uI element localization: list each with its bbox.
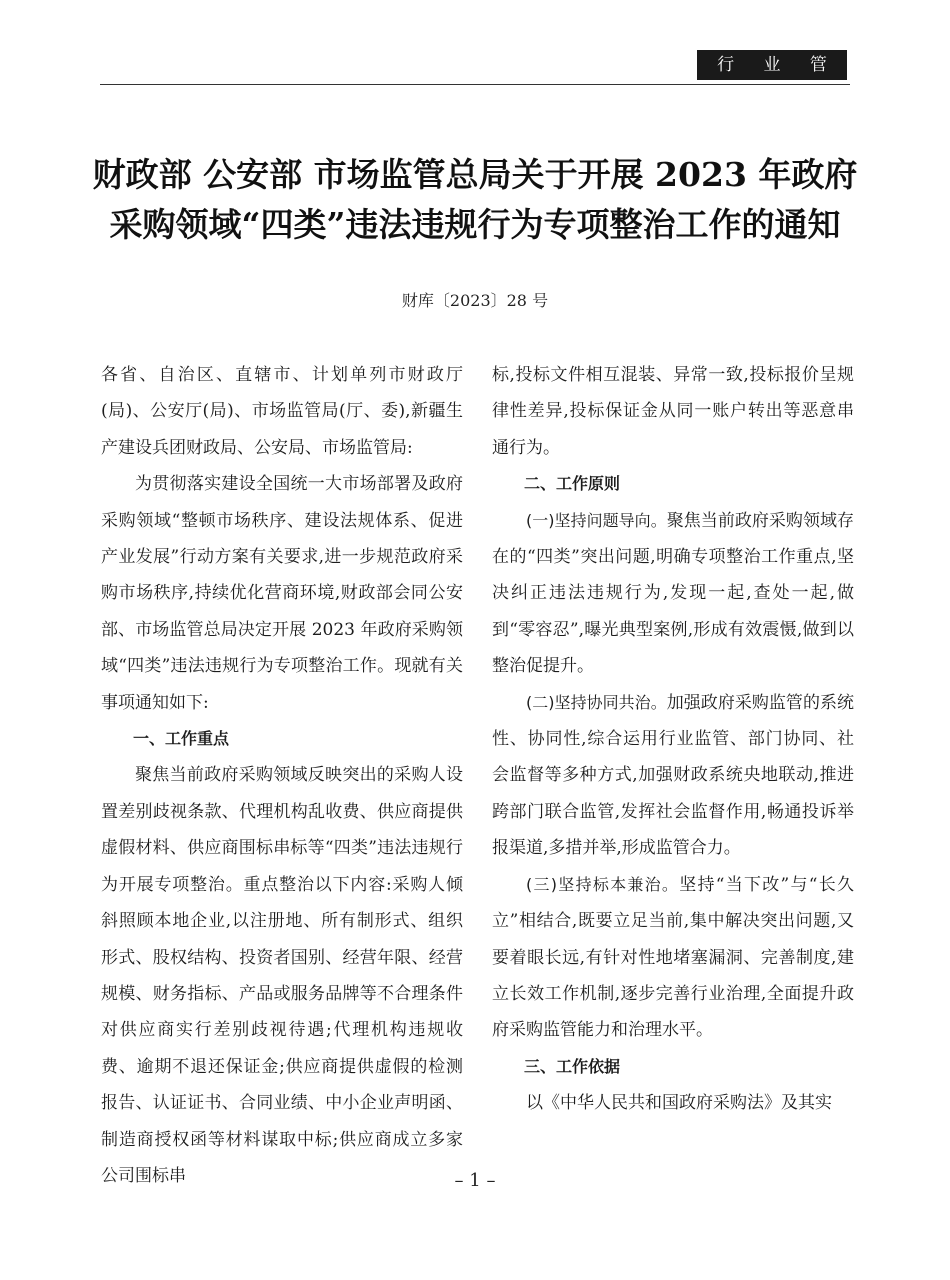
left-column <box>101 357 463 1194</box>
intro-paragraph: 为贯彻落实建设全国统一大市场部署及政府采购领域“整顿市场秩序、建设法规体系、促进产业发展”行动方案有关要求,进一步规范政府采购市场秩序,持续优化营商环境,财政部会同公安部、市场监管总局决定开展 2023 年政府采购领域“四类”违法违规行为专项整治工作。现就有关事项通知如下: <box>101 474 463 713</box>
page-number: – 1 – <box>454 1170 496 1191</box>
principle-3-label: (三)坚持标本兼治。 <box>526 874 680 894</box>
principle-1 <box>492 503 854 685</box>
title-line-1: 财政部 公安部 市场监管总局关于开展 2023 年政府 <box>92 155 858 194</box>
addressees: 各省、自治区、直辖市、计划单列市财政厅(局)、公安厅(局)、市场监管局(厅、委),新疆生产建设兵团财政局、公安局、市场监管局: <box>101 365 463 458</box>
principle-1-body: 聚焦当前政府采购领域存在的“四类”突出问题,明确专项整治工作重点,坚决纠正违法违规行为,发现一起,查处一起,做到“零容忍”,曝光典型案例,形成有效震慑,做到以整治促提升。 <box>492 510 854 677</box>
section-2-heading: 二、工作原则 <box>524 474 621 494</box>
continuation-paragraph: 标,投标文件相互混装、异常一致,投标报价呈规律性差异,投标保证金从同一账户转出等恶意串通行为。 <box>492 365 854 458</box>
document-number: 财库〔2023〕28 号 <box>401 291 549 310</box>
section-3-heading: 三、工作依据 <box>524 1056 621 1076</box>
principle-2 <box>492 685 854 867</box>
section-tag: 行 业 管 理 <box>697 50 847 80</box>
principle-2-label: (二)坚持协同共治。 <box>526 692 667 712</box>
section-1-body: 聚焦当前政府采购领域反映突出的采购人设置差别歧视条款、代理机构乱收费、供应商提供虚假材料、供应商围标串标等“四类”违法违规行为开展专项整治。重点整治以下内容:采购人倾斜照顾本地企业,以注册地、所有制形式、组织形式、股权结构、投资者国别、经营年限、经营规模、财务指标、产品或服务品牌等不合理条件对供应商实行差别歧视待遇;代理机构违规收费、逾期不退还保证金;供应商提供虚假的检测报告、认证证书、合同业绩、中小企业声明函、制造商授权函等材料谋取中标;供应商成立多家公司围标串 <box>101 765 463 1186</box>
principle-3 <box>492 867 854 1049</box>
right-column <box>492 357 854 1122</box>
principle-1-label: (一)坚持问题导向。 <box>526 510 667 530</box>
section-1-heading: 一、工作重点 <box>133 729 230 749</box>
principle-3-body: 坚持“当下改”与“长久立”相结合,既要立足当前,集中解决突出问题,又要着眼长远,有针对性地堵塞漏洞、完善制度,建立长效工作机制,逐步完善行业治理,全面提升政府采购监管能力和治理水平。 <box>492 874 854 1041</box>
principle-2-body: 加强政府采购监管的系统性、协同性,综合运用行业监管、部门协同、社会监督等多种方式,加强财政系统央地联动,推进跨部门联合监管,发挥社会监督作用,畅通投诉举报渠道,多措并举,形成监管合力。 <box>492 692 854 859</box>
section-3-body: 以《中华人民共和国政府采购法》及其实 <box>526 1093 832 1114</box>
title-line-2: 采购领域“四类”违法违规行为专项整治工作的通知 <box>109 205 841 244</box>
document-title <box>60 150 890 250</box>
header-rule <box>100 84 850 85</box>
